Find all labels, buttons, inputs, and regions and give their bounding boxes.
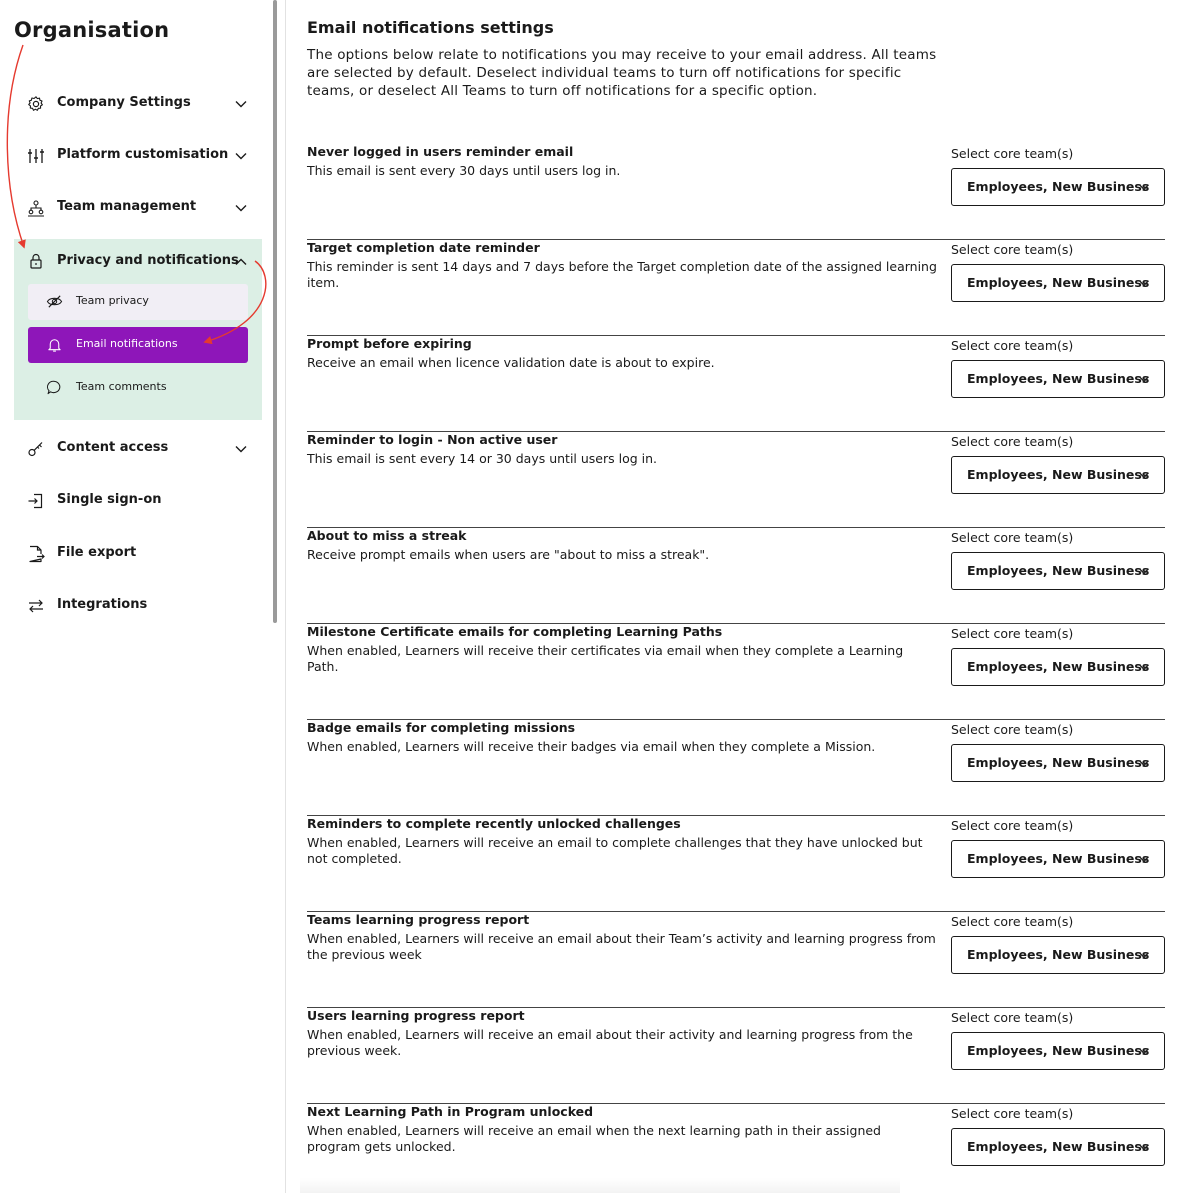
core-team-select[interactable] (951, 168, 1165, 206)
setting-description: Receive prompt emails when users are "about to miss a streak". (307, 547, 710, 562)
select-value: Employees, New Business (967, 179, 1150, 194)
setting-row (307, 240, 1165, 336)
select-label: Select core team(s) (951, 338, 1074, 353)
sidebar-item-label: File export (57, 545, 137, 560)
chevron-down-icon (1138, 277, 1150, 289)
select-label: Select core team(s) (951, 914, 1074, 929)
setting-title: Teams learning progress report (307, 912, 530, 927)
setting-title: Never logged in users reminder email (307, 144, 574, 159)
setting-description: This email is sent every 30 days until users log in. (307, 163, 621, 178)
sidebar (0, 0, 272, 1193)
setting-description: When enabled, Learners will receive an email when the next learning path in their assigned program gets unlocked. (307, 1123, 881, 1154)
setting-row (307, 144, 1165, 240)
sidebar-item-label: Content access (57, 440, 169, 455)
select-value: Employees, New Business (967, 659, 1150, 674)
setting-description: When enabled, Learners will receive an email about their activity and learning progress from the previous week. (307, 1027, 913, 1058)
chevron-down-icon (1138, 949, 1150, 961)
chevron-down-icon (1138, 373, 1150, 385)
select-value: Employees, New Business (967, 275, 1150, 290)
core-team-select[interactable] (951, 648, 1165, 686)
sign-in-icon (27, 492, 45, 510)
page-description: The options below relate to notifications you may receive to your email address. All teams are selected by default. Deselect individual teams to turn off notifications for specific teams, or deselect All Teams to turn off notifications for a specific option. (307, 47, 937, 99)
sidebar-item-single-sign-on[interactable] (14, 475, 262, 527)
sidebar-item-label: Platform customisation (57, 147, 229, 162)
setting-description: This reminder is sent 14 days and 7 days before the Target completion date of the assigned learning item. (307, 259, 937, 290)
chevron-down-icon (234, 442, 248, 456)
chevron-down-icon (234, 201, 248, 215)
bell-icon (46, 336, 63, 353)
core-team-select[interactable] (951, 840, 1165, 878)
select-label: Select core team(s) (951, 434, 1074, 449)
gear-icon (27, 95, 45, 113)
lock-icon (27, 252, 45, 270)
setting-title: Next Learning Path in Program unlocked (307, 1104, 594, 1119)
bottom-fade (300, 1178, 900, 1193)
sidebar-item-label: Privacy and notifications (57, 253, 239, 268)
core-team-select[interactable] (951, 264, 1165, 302)
chevron-down-icon (1138, 181, 1150, 193)
file-export-icon (27, 545, 45, 563)
team-hierarchy-icon (27, 199, 45, 217)
chevron-down-icon (1138, 1045, 1150, 1057)
chevron-down-icon (1138, 565, 1150, 577)
select-value: Employees, New Business (967, 851, 1150, 866)
eye-off-icon (46, 293, 63, 310)
setting-title: Users learning progress report (307, 1008, 525, 1023)
core-team-select[interactable] (951, 744, 1165, 782)
select-label: Select core team(s) (951, 626, 1074, 641)
sidebar-item-platform-customisation[interactable] (14, 130, 262, 182)
select-value: Employees, New Business (967, 371, 1150, 386)
sidebar-item-content-access[interactable] (14, 423, 262, 475)
sub-item-label: Team comments (76, 380, 167, 393)
core-team-select[interactable] (951, 552, 1165, 590)
sidebar-divider (285, 0, 286, 1193)
setting-title: Reminder to login - Non active user (307, 432, 558, 447)
select-label: Select core team(s) (951, 1010, 1074, 1025)
sub-item-label: Email notifications (76, 337, 178, 350)
select-value: Employees, New Business (967, 1139, 1150, 1154)
chevron-down-icon (1138, 469, 1150, 481)
sub-item-email-notifications[interactable] (28, 327, 248, 363)
setting-row (307, 528, 1165, 624)
setting-title: Target completion date reminder (307, 240, 540, 255)
setting-description: When enabled, Learners will receive an email to complete challenges that they have unlocked but not completed. (307, 835, 923, 866)
setting-row (307, 432, 1165, 528)
select-label: Select core team(s) (951, 722, 1074, 737)
core-team-select[interactable] (951, 360, 1165, 398)
select-value: Employees, New Business (967, 947, 1150, 962)
sliders-icon (27, 147, 45, 165)
select-label: Select core team(s) (951, 146, 1074, 161)
sidebar-item-label: Company Settings (57, 95, 191, 110)
setting-row (307, 720, 1165, 816)
setting-row (307, 816, 1165, 912)
chevron-down-icon (1138, 661, 1150, 673)
core-team-select[interactable] (951, 1128, 1165, 1166)
sidebar-item-label: Integrations (57, 597, 148, 612)
setting-row (307, 624, 1165, 720)
chevron-down-icon (234, 149, 248, 163)
setting-title: Prompt before expiring (307, 336, 472, 351)
arrows-swap-icon (27, 597, 45, 615)
sidebar-item-privacy-notifications[interactable] (14, 239, 262, 283)
comment-icon (46, 379, 63, 396)
sub-item-team-comments[interactable] (28, 370, 248, 406)
setting-title: Reminders to complete recently unlocked challenges (307, 816, 681, 831)
sidebar-scrollbar[interactable] (273, 0, 277, 623)
setting-description: Receive an email when licence validation date is about to expire. (307, 355, 715, 370)
setting-title: Badge emails for completing missions (307, 720, 576, 735)
chevron-down-icon (1138, 853, 1150, 865)
select-value: Employees, New Business (967, 1043, 1150, 1058)
key-icon (27, 440, 45, 458)
setting-description: When enabled, Learners will receive their certificates via email when they complete a Learning Path. (307, 643, 904, 674)
setting-description: When enabled, Learners will receive their badges via email when they complete a Mission. (307, 739, 876, 754)
core-team-select[interactable] (951, 456, 1165, 494)
sidebar-item-team-management[interactable] (14, 182, 262, 234)
core-team-select[interactable] (951, 1032, 1165, 1070)
setting-row (307, 912, 1165, 1008)
sidebar-item-label: Single sign-on (57, 492, 162, 507)
chevron-down-icon (234, 97, 248, 111)
select-value: Employees, New Business (967, 467, 1150, 482)
sidebar-item-label: Team management (57, 199, 197, 214)
select-label: Select core team(s) (951, 1106, 1074, 1121)
select-label: Select core team(s) (951, 242, 1074, 257)
setting-row (307, 1008, 1165, 1104)
chevron-down-icon (1138, 1141, 1150, 1153)
sidebar-item-file-export[interactable] (14, 528, 262, 580)
setting-title: About to miss a streak (307, 528, 467, 543)
setting-description: When enabled, Learners will receive an email about their Team’s activity and learning progress from the previous week (307, 931, 936, 962)
sidebar-item-company-settings[interactable] (14, 78, 262, 130)
sub-item-team-privacy[interactable] (28, 284, 248, 320)
sub-item-label: Team privacy (76, 294, 149, 307)
chevron-up-icon (234, 255, 248, 269)
select-value: Employees, New Business (967, 755, 1150, 770)
chevron-down-icon (1138, 757, 1150, 769)
select-value: Employees, New Business (967, 563, 1150, 578)
privacy-notifications-group (14, 239, 262, 420)
setting-title: Milestone Certificate emails for completing Learning Paths (307, 624, 723, 639)
page-title: Email notifications settings (307, 18, 554, 37)
setting-row (307, 336, 1165, 432)
sidebar-item-integrations[interactable] (14, 580, 262, 632)
select-label: Select core team(s) (951, 530, 1074, 545)
select-label: Select core team(s) (951, 818, 1074, 833)
core-team-select[interactable] (951, 936, 1165, 974)
setting-description: This email is sent every 14 or 30 days until users log in. (307, 451, 658, 466)
sidebar-title: Organisation (14, 18, 170, 42)
